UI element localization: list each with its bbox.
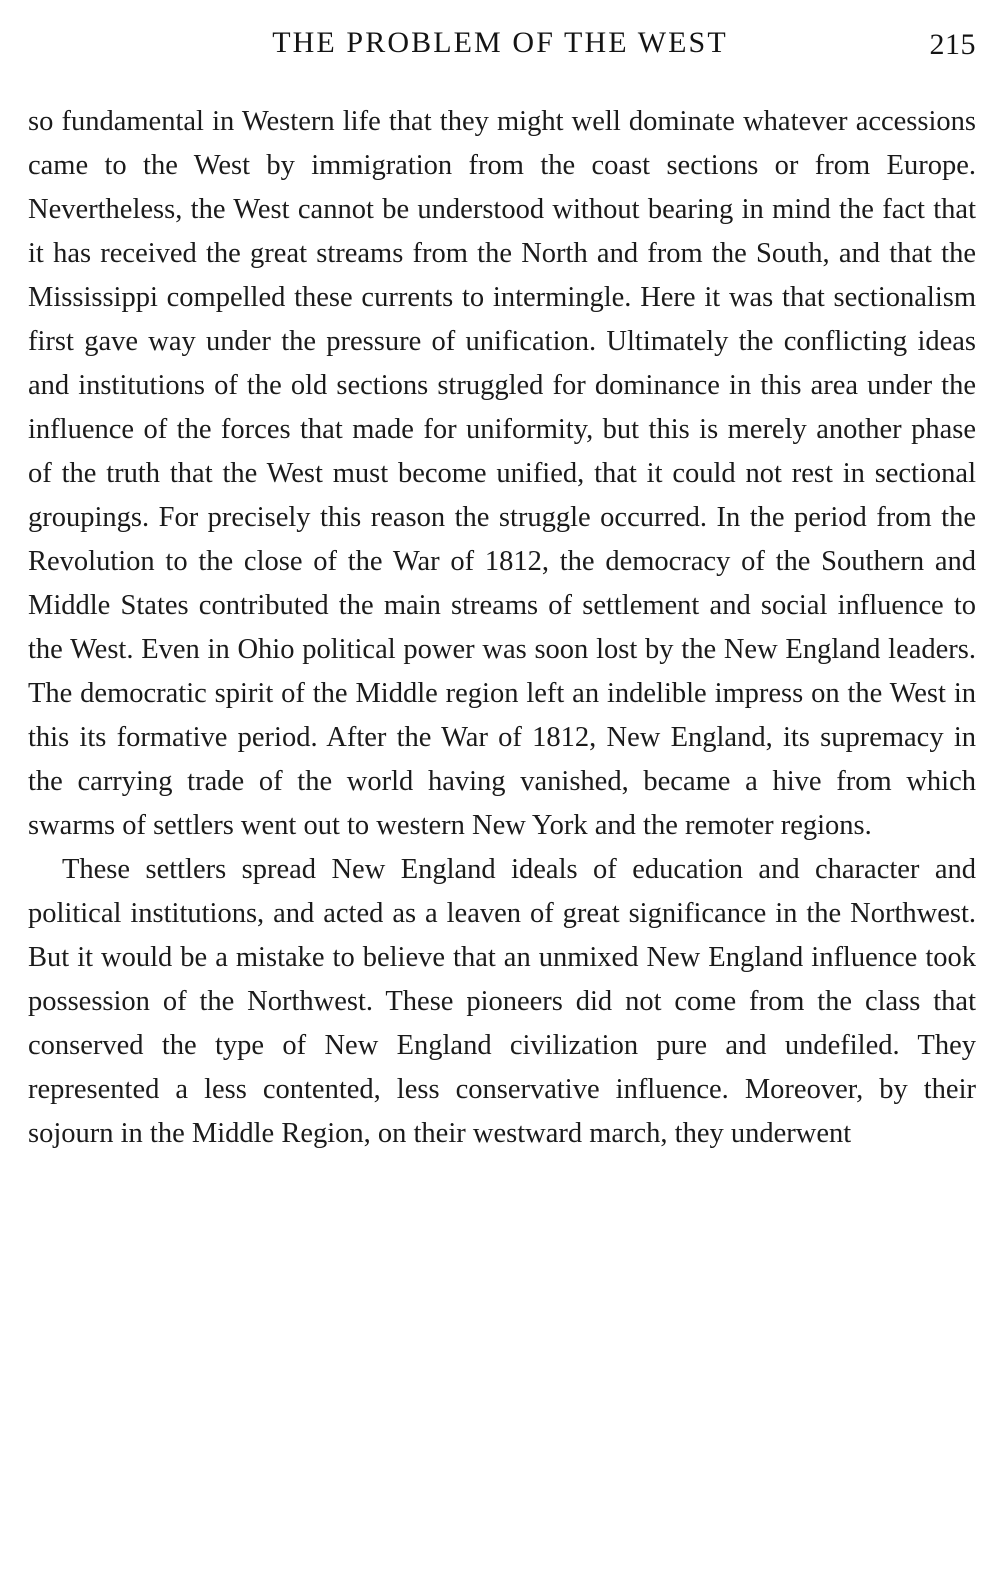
page-number: 215	[929, 28, 976, 61]
page-title: THE PROBLEM OF THE WEST	[272, 26, 728, 59]
running-head	[16, 26, 984, 78]
paragraph-1: so fundamental in Western life that they might well dominate whatever accessions came to the West by immigration from the coast sections or from Europe. Nevertheless, the West cannot be understood without bearing in mind the fact that it has received the great streams from the North and from the South, and that the Mississippi compelled these currents to intermingle. Here it was that sectionalism first gave way under the pressure of unification. Ultimately the conflicting ideas and institutions of the old sections struggled for dominance in this area under the influence of the forces that made for uniformity, but this is merely another phase of the truth that the West must become unified, that it could not rest in sectional groupings. For precisely this reason the struggle occurred. In the period from the Revolution to the close of the War of 1812, the democracy of the Southern and Middle States contributed the main streams of settlement and social influence to the West. Even in Ohio political power was soon lost by the New England leaders. The democratic spirit of the Middle region left an indelible impress on the West in this its formative period. After the War of 1812, New England, its supremacy in the carrying trade of the world having vanished, became a hive from which swarms of settlers went out to western New York and the remoter regions.	[28, 106, 976, 841]
body-text	[16, 100, 984, 1156]
paragraph-2: These settlers spread New England ideals of education and character and political institutions, and acted as a leaven of great significance in the Northwest. But it would be a mistake to believe that an unmixed New England influence took possession of the Northwest. These pioneers did not come from the class that conserved the type of New England civilization pure and undefiled. They represented a less contented, less conservative influence. Moreover, by their sojourn in the Middle Region, on their westward march, they underwent	[28, 854, 976, 1149]
